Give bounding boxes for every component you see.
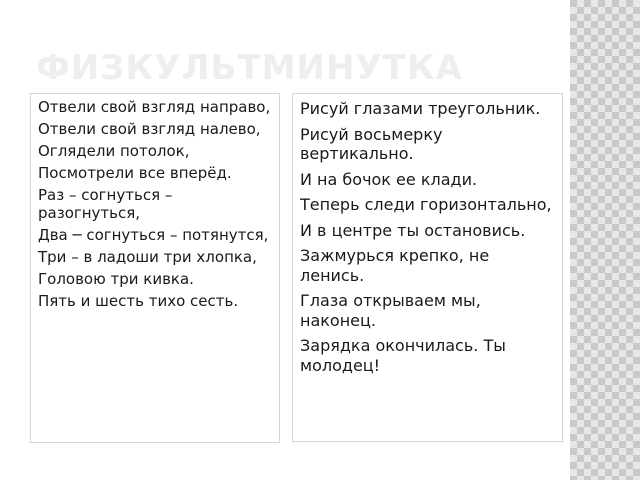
poem-line: Пять и шесть тихо сесть. (38, 292, 239, 310)
poem-line: Рисуй глазами треугольник. (300, 99, 541, 118)
poem-line: Рисуй восьмерку вертикально. (300, 124, 443, 163)
right-text-box (292, 93, 563, 442)
slide-title: ФИЗКУЛЬТМИНУТКА (36, 48, 463, 88)
poem-line: Глаза открываем мы, наконец. (300, 291, 481, 330)
poem-line: Оглядели потолок, (38, 142, 190, 160)
poem-line: Посмотрели все вперёд. (38, 164, 232, 182)
decorative-pattern-strip (570, 0, 640, 480)
poem-line: Головою три кивка. (38, 270, 194, 288)
poem-line: Два ─ согнуться – потянутся, (38, 226, 269, 244)
poem-line: Теперь следи горизонтально, (300, 195, 552, 214)
poem-line: Зарядка окончилась. Ты молодец! (300, 336, 506, 375)
poem-line: Три – в ладоши три хлопка, (38, 248, 257, 266)
poem-line: И в центре ты остановись. (300, 220, 526, 240)
left-text-box (30, 93, 280, 443)
poem-line: Зажмурься крепко, не ленись. (300, 246, 490, 285)
poem-line: Отвели свой взгляд налево, (38, 120, 261, 138)
poem-line: И на бочок ее клади. (300, 169, 478, 189)
poem-line: Раз – согнуться – разогнуться, (38, 186, 173, 222)
poem-line: Отвели свой взгляд направо, (38, 98, 271, 116)
